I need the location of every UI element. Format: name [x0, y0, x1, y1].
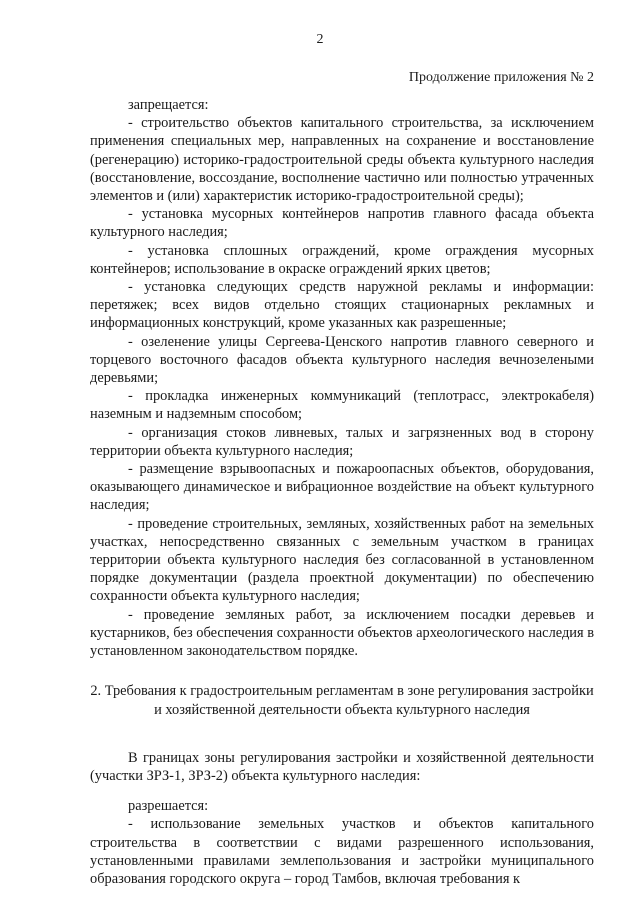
prohibited-item: - организация стоков ливневых, талых и загрязненных вод в сторону территории объекта культурного наследия; [90, 424, 594, 459]
prohibited-item: - прокладка инженерных коммуникаций (теплотрасс, электрокабеля) наземным и надземным способом; [90, 388, 594, 423]
page-number: 2 [316, 32, 324, 47]
prohibited-item: - размещение взрывоопасных и пожароопасных объектов, оборудования, оказывающего динамическое и вибрационное воздействие на объект культурного наследия; [90, 461, 594, 514]
prohibited-item: - установка сплошных ограждений, кроме ограждения мусорных контейнеров; использование в окраске ограждений ярких цветов; [90, 242, 594, 277]
prohibited-item: - проведение земляных работ, за исключением посадки деревьев и кустарников, без обеспечения сохранности объектов археологического наследия в установленном законодательством порядке. [90, 606, 594, 660]
zone-paragraph: В границах зоны регулирования застройки и хозяйственной деятельности (участки ЗРЗ-1, ЗРЗ-2) объекта культурного наследия: [90, 749, 594, 784]
prohibited-label: запрещается: [128, 97, 209, 113]
prohibited-item: - установка следующих средств наружной рекламы и информации: перетяжек; всех видов отдельно стоящих стационарных рекламных и информационных конструкций, кроме указанных как разрешенные; [90, 279, 594, 332]
prohibited-item: - проведение строительных, земляных, хозяйственных работ на земельных участках, непосредственно связанных с земельным участком в границах территории объекта культурного наследия без согласованной в установленном порядке документации (раздела проектной документации) по обеспечению сохранности объекта культурного наследия; [90, 515, 594, 605]
prohibited-item: - строительство объектов капитального строительства, за исключением применения специальных мер, направленных на сохранение и восстановление (регенерацию) историко-градостроительной среды объекта культурного наследия (восстановление, воссоздание, восполнение частично или полностью утраченных элементов и (или) характеристик историко-градостроительной среды); [90, 115, 594, 205]
prohibited-item: - озеленение улицы Сергеева-Ценского напротив главного северного и торцевого восточного фасадов объекта культурного наследия вечнозелеными деревьями; [90, 333, 594, 387]
prohibited-item: - установка мусорных контейнеров напротив главного фасада объекта культурного наследия; [90, 206, 594, 241]
appendix-label: Продолжение приложения № 2 [408, 70, 594, 85]
section-heading: 2. Требования к градостроительным регламентам в зоне регулирования застройки и хозяйственной деятельности объекта культурного наследия [90, 683, 594, 718]
permitted-item: - использование земельных участков и объектов капитального строительства в соответствии с видами разрешенного использования, установленными правилами землепользования и застройки муниципального образования городского округа – город Тамбов, включая требования к [90, 816, 594, 887]
document-body [90, 96, 594, 888]
permitted-label: разрешается: [128, 798, 209, 815]
